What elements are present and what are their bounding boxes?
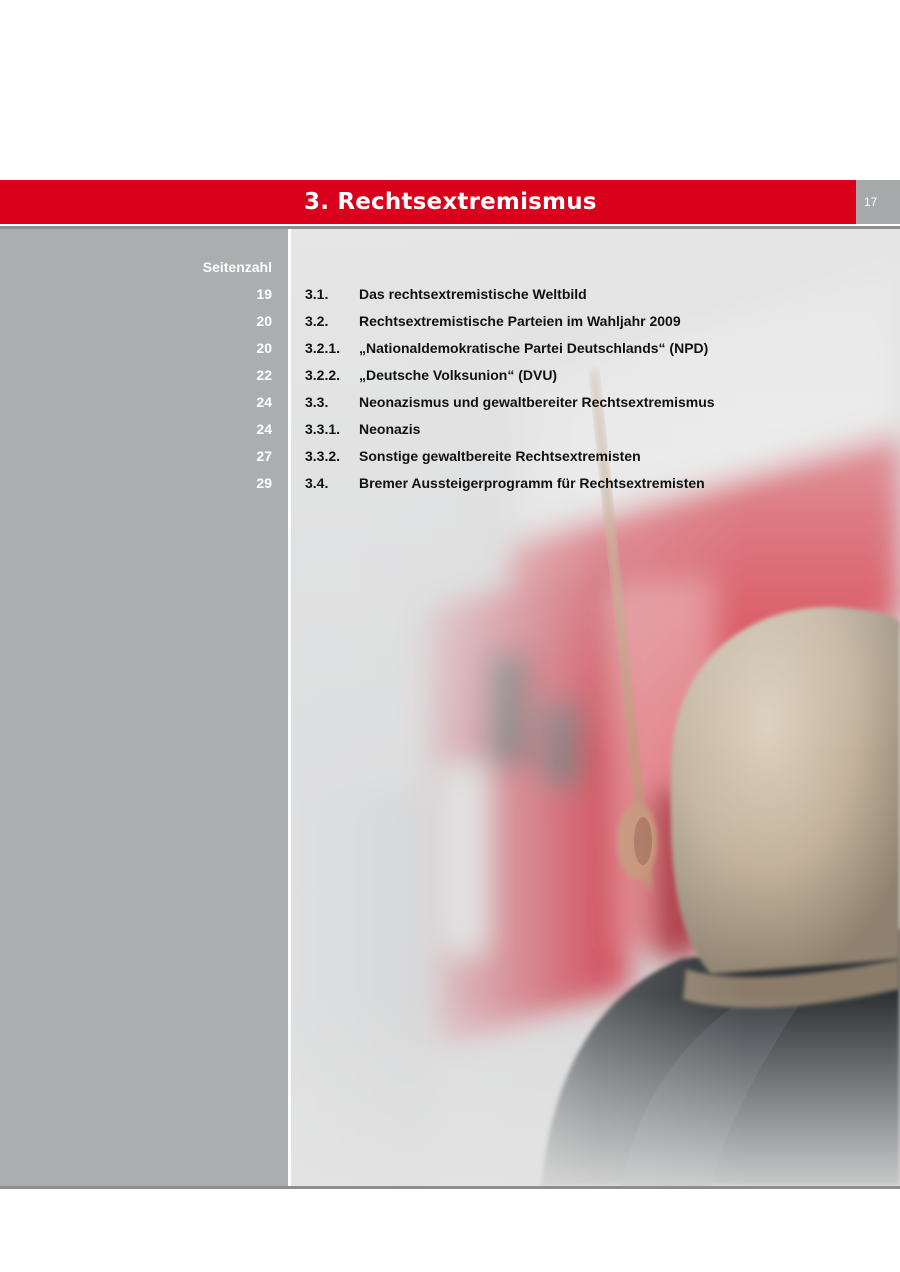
toc-section-number: 3.3.2. (305, 448, 341, 464)
toc-section-number: 3.1. (305, 286, 329, 302)
page-column-panel (0, 229, 288, 1186)
toc-page-number: 27 (256, 448, 272, 464)
toc-page-number: 19 (256, 286, 272, 302)
page-number: 17 (856, 180, 900, 224)
toc-section-title[interactable]: Neonazis (359, 421, 421, 437)
toc-page-number: 20 (256, 313, 272, 329)
bottom-rule (0, 1186, 900, 1189)
toc-section-title[interactable]: Das rechtsextremistische Weltbild (359, 286, 587, 302)
toc-section-number: 3.2. (305, 313, 329, 329)
page-column-label: Seitenzahl (202, 259, 272, 275)
toc-section-title[interactable]: „Nationaldemokratische Partei Deutschlands“ (NPD) (359, 340, 709, 356)
toc-section-title[interactable]: Rechtsextremistische Parteien im Wahljahr 2009 (359, 313, 681, 329)
toc-section-title[interactable]: Neonazismus und gewaltbereiter Rechtsextremismus (359, 394, 715, 410)
toc-section-title[interactable]: Sonstige gewaltbereite Rechtsextremisten (359, 448, 641, 464)
toc-section-title[interactable]: „Deutsche Volksunion“ (DVU) (359, 367, 558, 383)
toc-section-number: 3.4. (305, 475, 329, 491)
toc-page-number: 24 (256, 421, 272, 437)
toc-section-title[interactable]: Bremer Aussteigerprogramm für Rechtsextremisten (359, 475, 705, 491)
toc-section-number: 3.3.1. (305, 421, 341, 437)
toc-page-number: 29 (256, 475, 272, 491)
toc-page-number: 24 (256, 394, 272, 410)
toc-page-number: 20 (256, 340, 272, 356)
chapter-title: 3. Rechtsextremismus (304, 189, 597, 215)
toc-section-number: 3.2.1. (305, 340, 341, 356)
toc-section-number: 3.2.2. (305, 367, 341, 383)
toc-page-number: 22 (256, 367, 272, 383)
toc-section-number: 3.3. (305, 394, 329, 410)
